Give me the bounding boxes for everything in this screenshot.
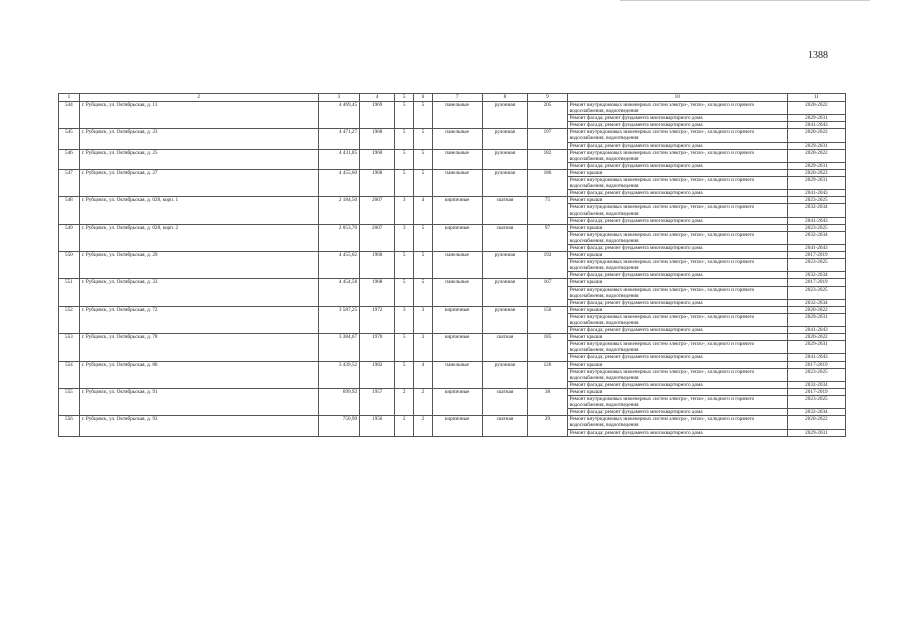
area-cell: 750,99 [318, 416, 360, 436]
period-cell: 2020-2022 [787, 102, 845, 115]
address-cell: г. Рубцовск, ул. Октябрьская, д. 91 [79, 388, 318, 415]
year-cell: 1972 [360, 306, 395, 333]
work-type-cell: Ремонт крыши [567, 334, 787, 341]
table-row [59, 388, 846, 395]
walls-cell: панельные [432, 361, 482, 388]
entrances-cell: 4 [414, 197, 433, 224]
work-type-cell: Ремонт фасада; ремонт фундамента многоквартирного дома [567, 409, 787, 416]
period-cell: 2017-2019 [787, 388, 845, 395]
table-row [59, 416, 846, 429]
walls-cell: панельные [432, 102, 482, 129]
work-type-cell: Ремонт крыши [567, 361, 787, 368]
row-number: 556 [59, 416, 80, 436]
work-type-cell: Ремонт фасада; ремонт фундамента многоквартирного дома [567, 190, 787, 197]
work-type-cell: Ремонт крыши [567, 279, 787, 286]
row-number: 552 [59, 306, 80, 333]
year-cell: 2007 [360, 224, 395, 251]
area-cell: 4 471,27 [318, 129, 360, 149]
work-type-cell: Ремонт внутридомовых инженерных систем электро-, тепло-, холодного и горячего водоснабжения, водоотведения [567, 102, 787, 115]
walls-cell: кирпичные [432, 197, 482, 224]
address-cell: г. Рубцовск, ул. Октябрьская, д. 028, корп. 2 [79, 224, 318, 251]
period-cell: 2029-2031 [787, 177, 845, 190]
header-cell: 2 [79, 94, 318, 102]
scan-edge-line [620, 0, 870, 1]
address-cell: г. Рубцовск, ул. Октябрьская, д. 27 [79, 169, 318, 196]
residents-cell: 186 [528, 169, 567, 196]
header-cell: 6 [414, 94, 433, 102]
row-number: 546 [59, 149, 80, 169]
residents-cell: 97 [528, 224, 567, 251]
roof-cell: рулонная [482, 169, 528, 196]
page-number: 1388 [808, 50, 828, 61]
residents-cell: 38 [528, 388, 567, 415]
work-type-cell: Ремонт внутридомовых инженерных систем электро-, тепло-, холодного и горячего водоснабжения, водоотведения [567, 231, 787, 244]
walls-cell: кирпичные [432, 224, 482, 251]
entrances-cell: 2 [414, 388, 433, 415]
roof-cell: рулонная [482, 149, 528, 169]
period-cell: 2017-2019 [787, 361, 845, 368]
table-row [59, 279, 846, 286]
period-cell: 2023-2025 [787, 259, 845, 272]
area-cell: 4 454,58 [318, 279, 360, 306]
walls-cell: панельные [432, 129, 482, 149]
year-cell: 1982 [360, 361, 395, 388]
floors-cell: 5 [395, 169, 414, 196]
header-cell: 4 [360, 94, 395, 102]
floors-cell: 2 [395, 416, 414, 436]
period-cell: 2029-2031 [787, 142, 845, 149]
residents-cell: 29 [528, 416, 567, 436]
roof-cell: скатная [482, 416, 528, 436]
work-type-cell: Ремонт крыши [567, 306, 787, 313]
period-cell: 2041-2043 [787, 122, 845, 129]
work-type-cell: Ремонт фасада; ремонт фундамента многоквартирного дома [567, 122, 787, 129]
residents-cell: 185 [528, 334, 567, 361]
period-cell: 2041-2043 [787, 190, 845, 197]
period-cell: 2020-2022 [787, 334, 845, 341]
year-cell: 1969 [360, 102, 395, 129]
roof-cell: рулонная [482, 361, 528, 388]
table-row [59, 102, 846, 115]
period-cell: 2017-2019 [787, 279, 845, 286]
area-cell: 2 053,70 [318, 224, 360, 251]
period-cell: 2029-2031 [787, 313, 845, 326]
work-type-cell: Ремонт внутридомовых инженерных систем электро-, тепло-, холодного и горячего водоснабжения, водоотведения [567, 341, 787, 354]
header-cell: 9 [528, 94, 567, 102]
residents-cell: 156 [528, 306, 567, 333]
residents-cell: 197 [528, 129, 567, 149]
address-cell: г. Рубцовск, ул. Октябрьская, д. 72 [79, 306, 318, 333]
walls-cell: панельные [432, 169, 482, 196]
floors-cell: 3 [395, 224, 414, 251]
period-cell: 2029-2031 [787, 115, 845, 122]
work-type-cell: Ремонт фасада; ремонт фундамента многоквартирного дома [567, 429, 787, 436]
address-cell: г. Рубцовск, ул. Октябрьская, д. 93 [79, 416, 318, 436]
work-type-cell: Ремонт фасада; ремонт фундамента многоквартирного дома [567, 272, 787, 279]
roof-cell: скатная [482, 197, 528, 224]
address-cell: г. Рубцовск, ул. Октябрьская, д. 29 [79, 252, 318, 279]
table-row [59, 224, 846, 231]
address-cell: г. Рубцовск, ул. Октябрьская, д. 028, корп. 1 [79, 197, 318, 224]
entrances-cell: 5 [414, 169, 433, 196]
walls-cell: кирпичные [432, 388, 482, 415]
entrances-cell: 5 [414, 149, 433, 169]
entrances-cell: 5 [414, 224, 433, 251]
floors-cell: 5 [395, 361, 414, 388]
area-cell: 4 469,45 [318, 102, 360, 129]
period-cell: 2023-2025 [787, 224, 845, 231]
work-type-cell: Ремонт фасада; ремонт фундамента многоквартирного дома [567, 299, 787, 306]
period-cell: 2017-2019 [787, 252, 845, 259]
year-cell: 1970 [360, 334, 395, 361]
row-number: 544 [59, 102, 80, 129]
table-row [59, 334, 846, 341]
roof-cell: скатная [482, 334, 528, 361]
address-cell: г. Рубцовск, ул. Октябрьская, д. 25 [79, 149, 318, 169]
period-cell: 2029-2031 [787, 162, 845, 169]
row-number: 547 [59, 169, 80, 196]
work-type-cell: Ремонт внутридомовых инженерных систем электро-, тепло-, холодного и горячего водоснабжения, водоотведения [567, 286, 787, 299]
period-cell: 2020-2022 [787, 416, 845, 429]
row-number: 554 [59, 361, 80, 388]
period-cell: 2020-2022 [787, 149, 845, 162]
residents-cell: 205 [528, 102, 567, 129]
period-cell: 2023-2025 [787, 197, 845, 204]
area-cell: 4 431,85 [318, 149, 360, 169]
table-row [59, 169, 846, 176]
residents-cell: 126 [528, 361, 567, 388]
work-type-cell: Ремонт крыши [567, 388, 787, 395]
work-type-cell: Ремонт внутридомовых инженерных систем электро-, тепло-, холодного и горячего водоснабжения, водоотведения [567, 368, 787, 381]
period-cell: 2041-2043 [787, 354, 845, 361]
header-cell: 8 [482, 94, 528, 102]
address-cell: г. Рубцовск, ул. Октябрьская, д. 13 [79, 102, 318, 129]
roof-cell: рулонная [482, 306, 528, 333]
address-cell: г. Рубцовск, ул. Октябрьская, д. 78 [79, 334, 318, 361]
floors-cell: 5 [395, 252, 414, 279]
row-number: 553 [59, 334, 80, 361]
roof-cell: рулонная [482, 129, 528, 149]
header-cell: 5 [395, 94, 414, 102]
period-cell: 2032-2034 [787, 231, 845, 244]
header-cell: 3 [318, 94, 360, 102]
row-number: 550 [59, 252, 80, 279]
work-type-cell: Ремонт крыши [567, 224, 787, 231]
area-cell: 3 384,67 [318, 334, 360, 361]
floors-cell: 2 [395, 388, 414, 415]
area-cell: 3 439,52 [318, 361, 360, 388]
floors-cell: 5 [395, 334, 414, 361]
roof-cell: рулонная [482, 102, 528, 129]
floors-cell: 3 [395, 306, 414, 333]
year-cell: 1968 [360, 252, 395, 279]
header-cell: 10 [567, 94, 787, 102]
period-cell: 2041-2043 [787, 217, 845, 224]
header-row [59, 94, 846, 102]
work-type-cell: Ремонт фасада; ремонт фундамента многоквартирного дома [567, 115, 787, 122]
work-type-cell: Ремонт крыши [567, 252, 787, 259]
work-type-cell: Ремонт внутридомовых инженерных систем электро-, тепло-, холодного и горячего водоснабжения, водоотведения [567, 313, 787, 326]
period-cell: 2029-2031 [787, 341, 845, 354]
work-type-cell: Ремонт внутридомовых инженерных систем электро-, тепло-, холодного и горячего водоснабжения, водоотведения [567, 177, 787, 190]
year-cell: 1956 [360, 416, 395, 436]
year-cell: 2007 [360, 197, 395, 224]
work-type-cell: Ремонт крыши [567, 197, 787, 204]
year-cell: 1968 [360, 149, 395, 169]
work-type-cell: Ремонт внутридомовых инженерных систем электро-, тепло-, холодного и горячего водоснабжения, водоотведения [567, 416, 787, 429]
period-cell: 2041-2043 [787, 244, 845, 251]
walls-cell: панельные [432, 252, 482, 279]
period-cell: 2041-2043 [787, 327, 845, 334]
table-row [59, 252, 846, 259]
entrances-cell: 5 [414, 252, 433, 279]
period-cell: 2020-2022 [787, 129, 845, 142]
area-cell: 3 587,25 [318, 306, 360, 333]
work-type-cell: Ремонт внутридомовых инженерных систем электро-, тепло-, холодного и горячего водоснабжения, водоотведения [567, 396, 787, 409]
year-cell: 1968 [360, 129, 395, 149]
roof-cell: рулонная [482, 252, 528, 279]
roof-cell: скатная [482, 224, 528, 251]
floors-cell: 5 [395, 279, 414, 306]
repair-schedule-table [58, 93, 846, 437]
header-cell: 1 [59, 94, 80, 102]
year-cell: 1968 [360, 169, 395, 196]
area-cell: 4 455,60 [318, 169, 360, 196]
work-type-cell: Ремонт крыши [567, 169, 787, 176]
floors-cell: 5 [395, 102, 414, 129]
period-cell: 2020-2022 [787, 306, 845, 313]
row-number: 545 [59, 129, 80, 149]
period-cell: 2023-2025 [787, 368, 845, 381]
residents-cell: 167 [528, 279, 567, 306]
row-number: 551 [59, 279, 80, 306]
table-row [59, 361, 846, 368]
period-cell: 2032-2034 [787, 409, 845, 416]
residents-cell: 192 [528, 252, 567, 279]
period-cell: 2023-2025 [787, 396, 845, 409]
work-type-cell: Ремонт фасада; ремонт фундамента многоквартирного дома [567, 244, 787, 251]
header-cell: 11 [787, 94, 845, 102]
roof-cell: рулонная [482, 279, 528, 306]
entrances-cell: 4 [414, 361, 433, 388]
floors-cell: 3 [395, 197, 414, 224]
period-cell: 2020-2022 [787, 169, 845, 176]
work-type-cell: Ремонт фасада; ремонт фундамента многоквартирного дома [567, 327, 787, 334]
address-cell: г. Рубцовск, ул. Октябрьская, д. 80 [79, 361, 318, 388]
entrances-cell: 3 [414, 306, 433, 333]
period-cell: 2032-2034 [787, 204, 845, 217]
work-type-cell: Ремонт внутридомовых инженерных систем электро-, тепло-, холодного и горячего водоснабжения, водоотведения [567, 204, 787, 217]
period-cell: 2032-2034 [787, 299, 845, 306]
table-row [59, 197, 846, 204]
entrances-cell: 2 [414, 416, 433, 436]
period-cell: 2032-2034 [787, 381, 845, 388]
walls-cell: панельные [432, 149, 482, 169]
work-type-cell: Ремонт внутридомовых инженерных систем электро-, тепло-, холодного и горячего водоснабжения, водоотведения [567, 149, 787, 162]
floors-cell: 5 [395, 129, 414, 149]
entrances-cell: 5 [414, 279, 433, 306]
table-body [59, 102, 846, 437]
work-type-cell: Ремонт фасада; ремонт фундамента многоквартирного дома [567, 381, 787, 388]
entrances-cell: 5 [414, 129, 433, 149]
header-cell: 7 [432, 94, 482, 102]
work-type-cell: Ремонт фасада; ремонт фундамента многоквартирного дома [567, 142, 787, 149]
address-cell: г. Рубцовск, ул. Октябрьская, д. 23 [79, 129, 318, 149]
address-cell: г. Рубцовск, ул. Октябрьская, д. 33 [79, 279, 318, 306]
row-number: 549 [59, 224, 80, 251]
walls-cell: кирпичные [432, 416, 482, 436]
walls-cell: панельные [432, 279, 482, 306]
table-row [59, 129, 846, 142]
work-type-cell: Ремонт фасада; ремонт фундамента многоквартирного дома [567, 354, 787, 361]
residents-cell: 182 [528, 149, 567, 169]
work-type-cell: Ремонт внутридомовых инженерных систем электро-, тепло-, холодного и горячего водоснабжения, водоотведения [567, 259, 787, 272]
walls-cell: кирпичные [432, 334, 482, 361]
entrances-cell: 5 [414, 102, 433, 129]
period-cell: 2032-2034 [787, 272, 845, 279]
floors-cell: 5 [395, 149, 414, 169]
work-type-cell: Ремонт внутридомовых инженерных систем электро-, тепло-, холодного и горячего водоснабжения, водоотведения [567, 129, 787, 142]
work-type-cell: Ремонт фасада; ремонт фундамента многоквартирного дома [567, 217, 787, 224]
table-row [59, 149, 846, 162]
area-cell: 699,92 [318, 388, 360, 415]
year-cell: 1957 [360, 388, 395, 415]
walls-cell: кирпичные [432, 306, 482, 333]
work-type-cell: Ремонт фасада; ремонт фундамента многоквартирного дома [567, 162, 787, 169]
table-row [59, 306, 846, 313]
roof-cell: скатная [482, 388, 528, 415]
row-number: 555 [59, 388, 80, 415]
period-cell: 2029-2031 [787, 429, 845, 436]
area-cell: 4 455,02 [318, 252, 360, 279]
residents-cell: 75 [528, 197, 567, 224]
year-cell: 1968 [360, 279, 395, 306]
entrances-cell: 3 [414, 334, 433, 361]
row-number: 548 [59, 197, 80, 224]
period-cell: 2023-2025 [787, 286, 845, 299]
area-cell: 2 184,50 [318, 197, 360, 224]
